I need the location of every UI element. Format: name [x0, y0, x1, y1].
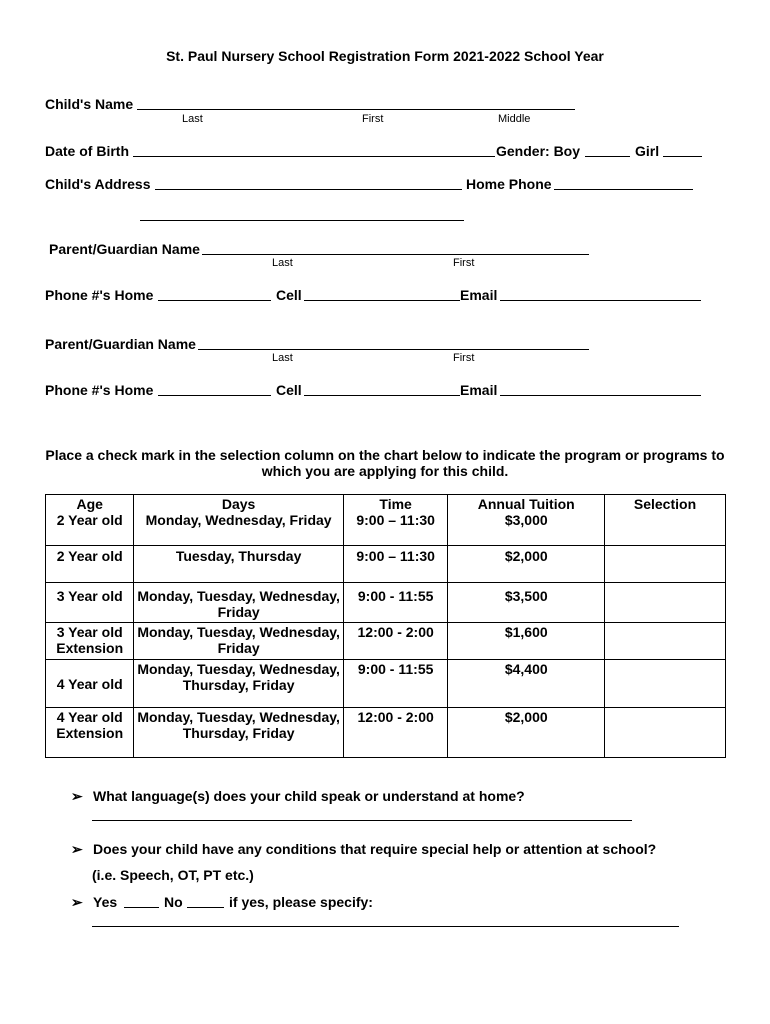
row-1-tuition: $2,000	[448, 546, 605, 583]
row-1-selection[interactable]	[605, 546, 726, 583]
address-line-1[interactable]	[155, 189, 462, 190]
instructions-line-1: Place a check mark in the selection column on the chart below to indicate the program or programs to	[45, 447, 725, 463]
guardian-1-email-line[interactable]	[500, 300, 701, 301]
child-name-label: Child's Name	[45, 96, 134, 112]
row-1-age: 2 Year old	[46, 546, 134, 583]
question-conditions: Does your child have any conditions that require special help or attention at school?	[93, 841, 657, 857]
table-row	[46, 495, 726, 546]
table-cell-age	[46, 495, 134, 546]
guardian-1-cell-line[interactable]	[304, 300, 460, 301]
row-4-selection[interactable]	[605, 660, 726, 708]
gender-boy-line[interactable]	[585, 156, 630, 157]
row-2-selection[interactable]	[605, 583, 726, 623]
child-name-line[interactable]	[137, 109, 575, 110]
guardian-1-name-label: Parent/Guardian Name	[49, 241, 200, 257]
table-cell-time	[343, 495, 448, 546]
program-table	[45, 494, 726, 758]
gender-boy-label: Gender: Boy	[496, 143, 581, 159]
yes-line[interactable]	[124, 907, 159, 908]
specify-answer-line[interactable]	[92, 926, 679, 927]
guardian-1-home-label: Phone #'s Home	[45, 287, 154, 303]
row-5-time: 12:00 - 2:00	[343, 708, 448, 758]
row-0-selection[interactable]	[605, 495, 726, 546]
table-row	[46, 708, 726, 758]
child-name-sub-middle: Middle	[498, 113, 531, 125]
row-3-age: 3 Year old Extension	[46, 623, 134, 660]
arrow-bullet-icon: ➢	[71, 894, 83, 910]
guardian-2-home-line[interactable]	[158, 395, 271, 396]
child-name-sub-last: Last	[182, 113, 203, 125]
guardian-1-cell-label: Cell	[276, 287, 302, 303]
question-language: What language(s) does your child speak or understand at home?	[93, 788, 525, 804]
time-header: Time	[379, 496, 412, 512]
arrow-bullet-icon: ➢	[71, 788, 83, 804]
no-line[interactable]	[187, 907, 224, 908]
guardian-2-name-line[interactable]	[198, 349, 589, 350]
row-5-selection[interactable]	[605, 708, 726, 758]
row-2-age: 3 Year old	[46, 583, 134, 623]
row-2-time: 9:00 - 11:55	[343, 583, 448, 623]
language-answer-line[interactable]	[92, 820, 632, 821]
question-conditions-note: (i.e. Speech, OT, PT etc.)	[92, 867, 254, 883]
row-3-selection[interactable]	[605, 623, 726, 660]
table-row	[46, 583, 726, 623]
row-5-age: 4 Year old Extension	[46, 708, 134, 758]
row-0-time: 9:00 – 11:30	[356, 512, 435, 528]
row-3-time: 12:00 - 2:00	[343, 623, 448, 660]
row-3-tuition: $1,600	[448, 623, 605, 660]
guardian-1-sub-first: First	[453, 257, 475, 269]
home-phone-label: Home Phone	[466, 176, 552, 192]
row-2-tuition: $3,500	[448, 583, 605, 623]
gender-girl-line[interactable]	[663, 156, 702, 157]
row-2-days: Monday, Tuesday, Wednesday, Friday	[134, 583, 343, 623]
gender-girl-label: Girl	[635, 143, 660, 159]
dob-line[interactable]	[133, 156, 495, 157]
row-4-days: Monday, Tuesday, Wednesday, Thursday, Friday	[134, 660, 343, 708]
address-label: Child's Address	[45, 176, 151, 192]
guardian-2-name-label: Parent/Guardian Name	[45, 336, 196, 352]
guardian-2-cell-line[interactable]	[304, 395, 460, 396]
row-1-days: Tuesday, Thursday	[134, 546, 343, 583]
row-4-time: 9:00 - 11:55	[343, 660, 448, 708]
days-header: Days	[221, 496, 256, 512]
row-0-days: Monday, Wednesday, Friday	[145, 512, 332, 528]
guardian-2-email-line[interactable]	[500, 395, 701, 396]
guardian-2-sub-first: First	[453, 352, 475, 364]
guardian-1-email-label: Email	[460, 287, 498, 303]
yes-label: Yes	[93, 894, 118, 910]
table-row	[46, 546, 726, 583]
guardian-2-home-label: Phone #'s Home	[45, 382, 154, 398]
row-3-days: Monday, Tuesday, Wednesday, Friday	[134, 623, 343, 660]
arrow-bullet-icon: ➢	[71, 841, 83, 857]
dob-label: Date of Birth	[45, 143, 129, 159]
no-label: No	[164, 894, 183, 910]
guardian-1-home-line[interactable]	[158, 300, 271, 301]
row-0-age: 2 Year old	[56, 512, 123, 528]
row-5-tuition: $2,000	[448, 708, 605, 758]
guardian-2-cell-label: Cell	[276, 382, 302, 398]
guardian-2-email-label: Email	[460, 382, 498, 398]
guardian-1-sub-last: Last	[272, 257, 293, 269]
row-0-tuition: $3,000	[504, 512, 548, 528]
row-5-days: Monday, Tuesday, Wednesday, Thursday, Friday	[134, 708, 343, 758]
guardian-2-sub-last: Last	[272, 352, 293, 364]
table-cell-tuition	[448, 495, 605, 546]
row-1-time: 9:00 – 11:30	[343, 546, 448, 583]
table-row	[46, 623, 726, 660]
selection-header: Selection	[633, 496, 697, 512]
instructions-line-2: which you are applying for this child.	[261, 463, 509, 479]
row-4-age: 4 Year old	[46, 660, 134, 708]
address-line-2[interactable]	[140, 220, 464, 221]
row-4-tuition: $4,400	[448, 660, 605, 708]
specify-label: if yes, please specify:	[229, 894, 373, 910]
tuition-header: Annual Tuition	[477, 496, 575, 512]
age-header: Age	[76, 496, 103, 512]
page-title: St. Paul Nursery School Registration Form 2021-2022 School Year	[166, 48, 604, 64]
child-name-sub-first: First	[362, 113, 384, 125]
table-row	[46, 660, 726, 708]
home-phone-line[interactable]	[554, 189, 693, 190]
guardian-1-name-line[interactable]	[202, 254, 589, 255]
table-cell-days	[134, 495, 343, 546]
